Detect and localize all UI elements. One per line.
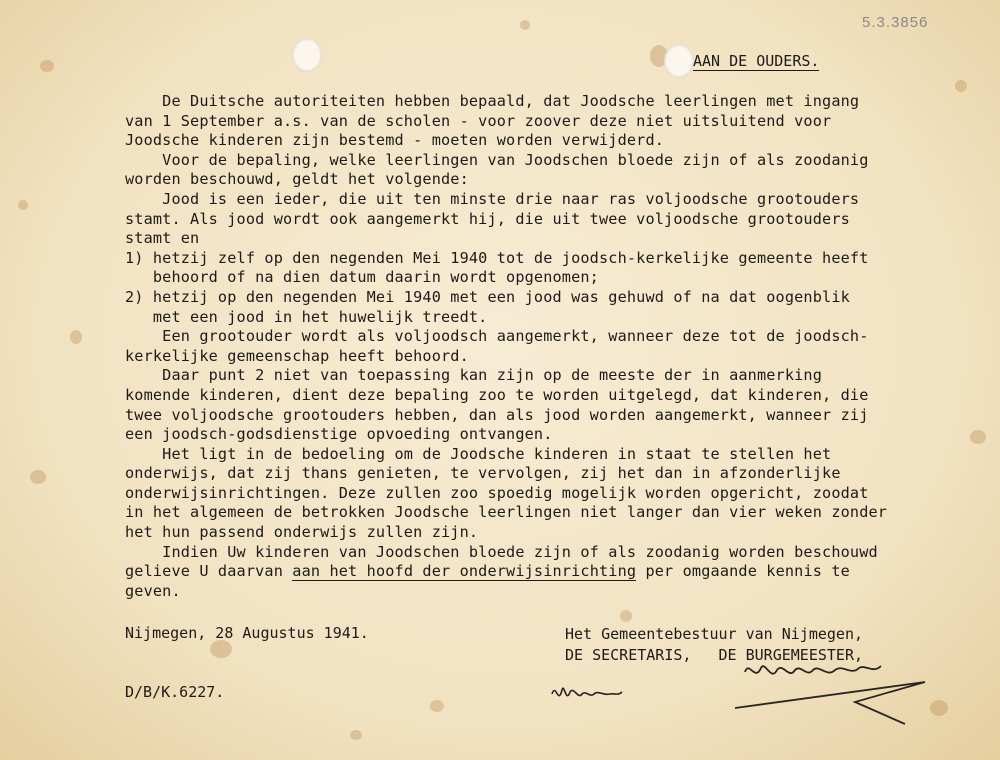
- body-line: komende kinderen, dient deze bepaling zoo te worden uitgelegd, dat kinderen, die: [125, 385, 869, 404]
- underlined-phrase: aan het hoofd der onderwijsinrichting: [292, 562, 637, 581]
- body-line: twee voljoodsche grootouders hebben, dan als jood worden aangemerkt, wanneer zij: [125, 405, 869, 424]
- body-line: stamt en: [125, 229, 200, 248]
- body-line: Voor de bepaling, welke leerlingen van Joodschen bloede zijn of als zoodanig: [125, 150, 869, 169]
- secretary-title: DE SECRETARIS,: [565, 646, 692, 664]
- body-line: Daar punt 2 niet van toepassing kan zijn op de meeste der in aanmerking: [125, 366, 823, 385]
- mayor-title: DE BURGEMEESTER,: [718, 646, 864, 664]
- stain: [430, 700, 444, 712]
- body-line: kerkelijke gemeenschap heeft behoord.: [125, 346, 469, 365]
- body-line: van 1 September a.s. van de scholen - voor zoover deze niet uitsluitend voor: [125, 111, 832, 130]
- body-line: Indien Uw kinderen van Joodschen bloede zijn of als zoodanig worden beschouwd: [125, 542, 878, 561]
- stain: [970, 430, 986, 444]
- stain: [210, 640, 232, 658]
- letter-body: [125, 92, 945, 601]
- body-line: De Duitsche autoriteiten hebben bepaald, dat Joodsche leerlingen met ingang: [125, 92, 860, 110]
- body-line: in het algemeen de betrokken Joodsche leerlingen niet langer dan vier weken zonder: [125, 503, 888, 522]
- stain: [955, 80, 967, 92]
- secretary-signature: [548, 676, 628, 712]
- mayor-signature: [735, 652, 935, 732]
- body-line: Joodsche kinderen zijn bestemd - moeten worden verwijderd.: [125, 131, 665, 150]
- body-line: Een grootouder wordt als voljoodsch aangemerkt, wanneer deze tot de joodsch-: [125, 327, 869, 346]
- body-text-segment: gelieve U daarvan: [125, 562, 293, 581]
- body-line: 2) hetzij op den negenden Mei 1940 met een jood was gehuwd of na dat oogenblik: [125, 287, 850, 306]
- body-line: met een jood in het huwelijk treedt.: [125, 307, 488, 326]
- punch-hole: [664, 44, 694, 78]
- reference-number: D/B/K.6227.: [125, 683, 225, 701]
- body-text-segment: per omgaande kennis te: [636, 562, 850, 581]
- body-line: Het ligt in de bedoeling om de Joodsche kinderen in staat te stellen het: [125, 444, 832, 463]
- body-line: stamt. Als jood wordt ook aangemerkt hij, die uit twee voljoodsche grootouders: [125, 209, 850, 228]
- stain: [520, 20, 530, 30]
- body-line: onderwijsinrichtingen. Deze zullen zoo spoedig mogelijk worden opgericht, zoodat: [125, 483, 869, 502]
- body-line: behoord of na dien datum daarin wordt opgenomen;: [125, 268, 599, 287]
- stain: [620, 610, 632, 622]
- authority-line: Het Gemeentebestuur van Nijmegen,: [565, 625, 864, 643]
- body-line: Jood is een ieder, die uit ten minste drie naar ras voljoodsche grootouders: [125, 189, 860, 208]
- stain: [350, 730, 362, 740]
- archive-number: 5.3.3856: [862, 14, 929, 31]
- body-line: [125, 562, 945, 582]
- date-line: Nijmegen, 28 Augustus 1941.: [125, 624, 369, 642]
- stain: [30, 470, 46, 484]
- stain: [18, 200, 28, 210]
- body-line: geven.: [125, 581, 181, 600]
- document-heading: AAN DE OUDERS.: [693, 52, 820, 70]
- stain: [40, 60, 54, 72]
- body-line: een joodsch-godsdienstige opvoeding ontvangen.: [125, 425, 553, 444]
- body-line: onderwijs, dat zij thans genieten, te vervolgen, zij het dan in afzonderlijke: [125, 464, 841, 483]
- body-line: worden beschouwd, geldt het volgende:: [125, 170, 469, 189]
- stain: [70, 330, 82, 344]
- body-line: het hun passend onderwijs zullen zijn.: [125, 523, 479, 542]
- body-line: 1) hetzij zelf op den negenden Mei 1940 tot de joodsch-kerkelijke gemeente heeft: [125, 248, 869, 267]
- punch-hole: [292, 38, 322, 72]
